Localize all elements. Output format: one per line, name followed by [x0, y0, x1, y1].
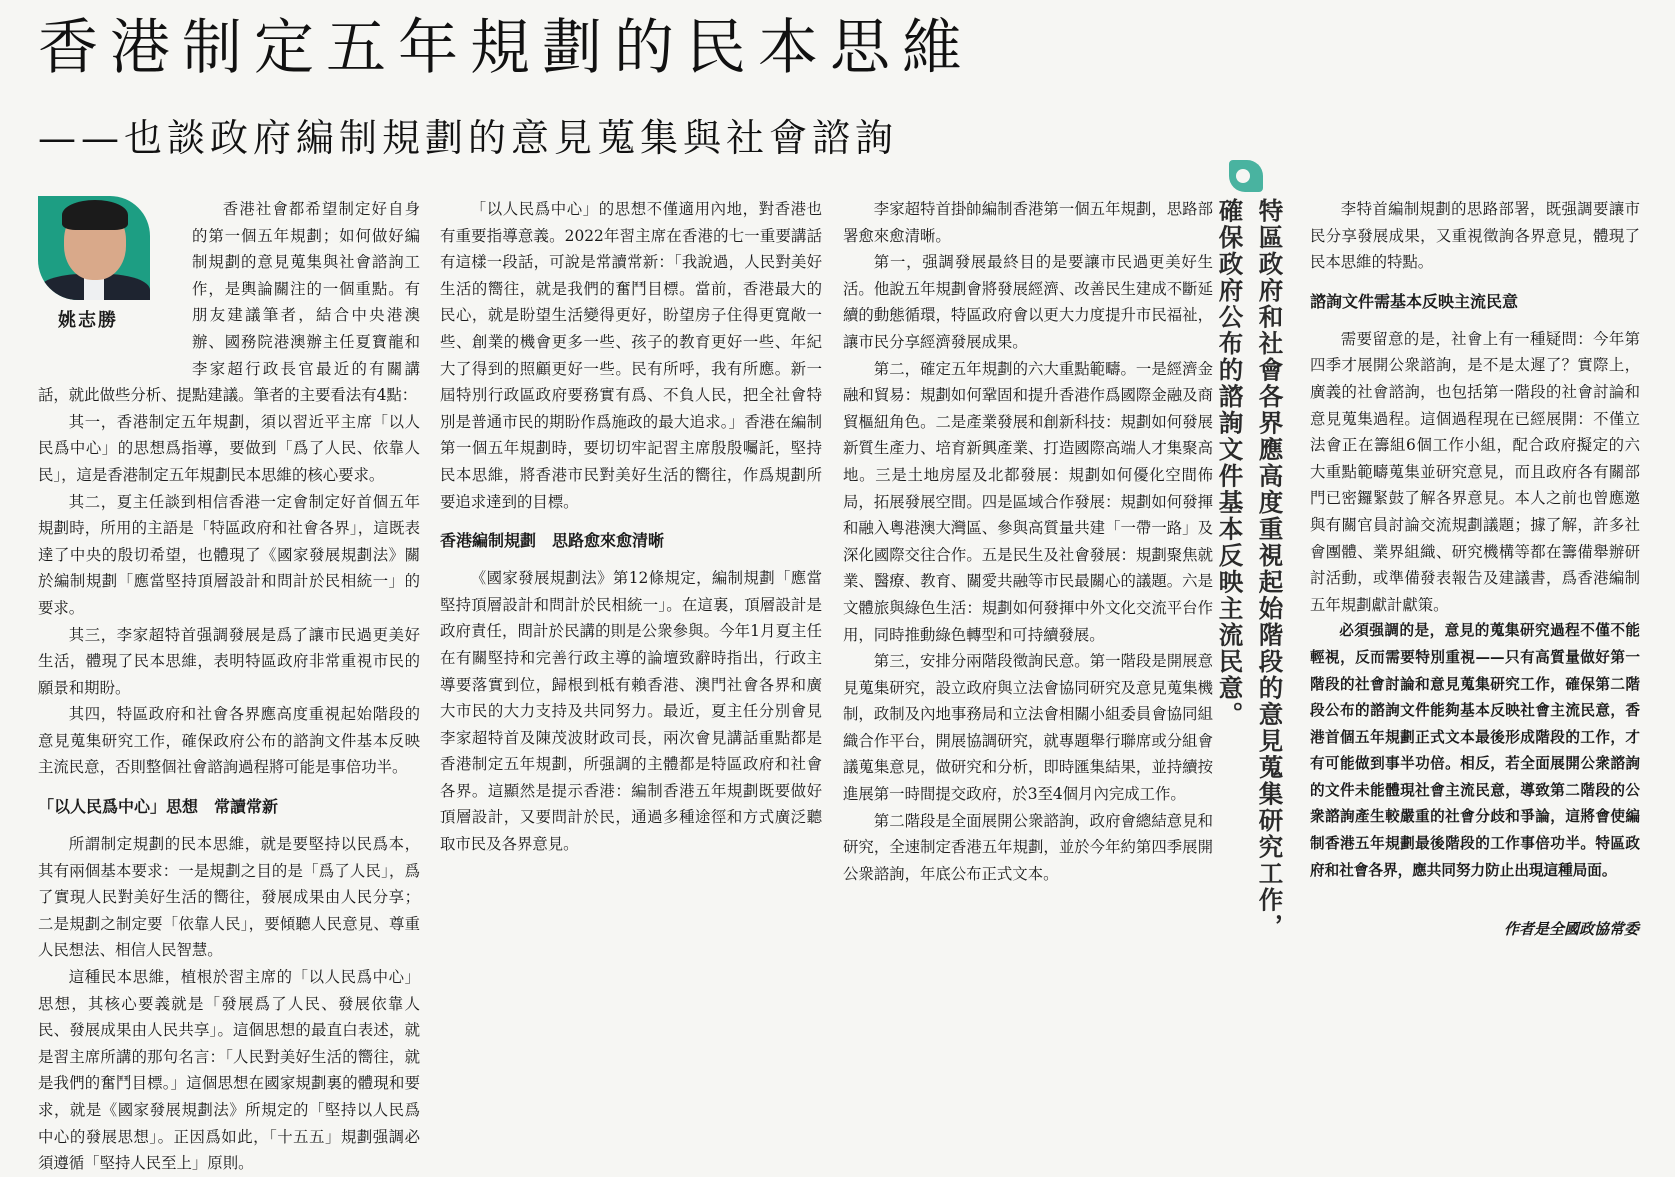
- paragraph: 「以人民爲中心」的思想不僅適用內地，對香港也有重要指導意義。2022年習主席在香港的七一重要講話有這樣一段話，可說是常讀常新：「我說過，人民對美好生活的嚮往，就是我們的奮鬥目標。當前，香港最大的民心，就是盼望生活變得更好，盼望房子住得更寬敞一些、創業的機會更多一些、孩子的教育更好一些、年紀大了得到的照顧更好一些。民有所呼，我有所應。新一屆特別行政區政府要務實有爲、不負人民，把全社會特別是普通市民的期盼作爲施政的最大追求。」香港在編制第一個五年規劃時，要切切牢記習主席殷殷囑託，堅持民本思維，將香港市民對美好生活的嚮往，作爲規劃所要追求達到的目標。: [440, 200, 822, 511]
- author-name: 姚志勝: [58, 310, 118, 331]
- paragraph: 香港社會都希望制定好自身的第一個五年規劃；如何做好編制規劃的意見蒐集與社會諮詢工作，是輿論關注的一個重點。有朋友建議筆者，結合中央港澳辦、國務院港澳辦主任夏寶龍和李家超行政長官最近的有關講話，就此做些分析、提點建議。筆者的主要看法有4點：: [38, 200, 420, 405]
- paragraph: 其四，特區政府和社會各界應高度重視起始階段的意見蒐集研究工作，確保政府公布的諮詢文件基本反映主流民意，否則整個社會諮詢過程將可能是事倍功半。: [38, 705, 420, 777]
- article-column-3: [843, 196, 1213, 887]
- section-heading: 諮詢文件需基本反映主流民意: [1310, 291, 1519, 311]
- article-column-4: [1310, 196, 1640, 884]
- paragraph: 這種民本思維，植根於習主席的「以人民爲中心」思想，其核心要義就是「發展爲了人民、發展依靠人民、發展成果由人民共享」。這個思想的最直白表述，就是習主席所講的那句名言：「人民對美好生活的嚮往，就是我們的奮鬥目標。」這個思想在國家規劃裏的體現和要求，就是《國家發展規劃法》所規定的「堅持以人民爲中心的發展思想」。正因爲如此，「十五五」規劃强調必須遵循「堅持人民至上」原則。: [38, 968, 420, 1173]
- pull-quote: [1205, 160, 1313, 1030]
- quote-mark-icon: [1229, 160, 1263, 192]
- paragraph: 需要留意的是，社會上有一種疑問：今年第四季才展開公衆諮詢，是不是太遲了？實際上，廣義的社會諮詢，也包括第一階段的社會討論和意見蒐集過程。這個過程現在已經展開：不僅立法會正在籌組6個工作小組，配合政府擬定的六大重點範疇蒐集並研究意見，而且政府各有關部門已密鑼緊鼓了解各界意見。本人之前也曾應邀與有關官員討論交流規劃議題；據了解，許多社會團體、業界組織、研究機構等都在籌備舉辦研討活動，或準備發表報告及建議書，爲香港編制五年規劃獻計獻策。: [1310, 329, 1640, 614]
- paragraph: 其二，夏主任談到相信香港一定會制定好首個五年規劃時，所用的主語是「特區政府和社會各界」，這既表達了中央的殷切希望，也體現了《國家發展規劃法》關於編制規劃「應當堅持頂層設計和問計於民相統一」的要求。: [38, 492, 420, 617]
- paragraph: 其三，李家超特首强調發展是爲了讓市民過更美好生活，體現了民本思維，表明特區政府非常重視市民的願景和期盼。: [38, 625, 420, 697]
- paragraph: 第一，强調發展最終目的是要讓市民過更美好生活。他說五年規劃會將發展經濟、改善民生建成不斷延續的動態循環，特區政府會以更大力度提升市民福祉，讓市民分享經濟發展成果。: [843, 253, 1213, 351]
- author-byline: 作者是全國政協常委: [1503, 920, 1639, 938]
- paragraph: 所謂制定規劃的民本思維，就是要堅持以民爲本，其有兩個基本要求：一是規劃之目的是「爲了人民」，爲了實現人民對美好生活的嚮往，發展成果由人民分享；二是規劃之制定要「依靠人民」，要傾聽人民意見、尊重人民想法、相信人民智慧。: [38, 835, 420, 960]
- article-column-2: [440, 196, 822, 858]
- paragraph: 第三，安排分兩階段徵詢民意。第一階段是開展意見蒐集研究，設立政府與立法會協同研究及意見蒐集機制，政制及內地事務局和立法會相關小組委員會協同組織合作平台，開展協調研究，就專題舉行聯席或分組會議蒐集意見，做研究和分析，即時匯集結果，並持續按進展第一時間提交政府，於3至4個月內完成工作。: [843, 652, 1213, 804]
- subheadline: ——也談政府編制規劃的意見蒐集與社會諮詢: [38, 116, 899, 160]
- paragraph: 李特首編制規劃的思路部署，既强調要讓市民分享發展成果，又重視徵詢各界意見，體現了民本思維的特點。: [1310, 200, 1640, 272]
- paragraph: 其一，香港制定五年規劃，須以習近平主席「以人民爲中心」的思想爲指導，要做到「爲了人民、依靠人民」，這是香港制定五年規劃民本思維的核心要求。: [38, 412, 420, 484]
- author-photo: [38, 196, 150, 300]
- paragraph: 《國家發展規劃法》第12條規定，編制規劃「應當堅持頂層設計和問計於民相統一」。在這裏，頂層設計是政府責任，問計於民講的則是公衆參與。今年1月夏主任在有關堅持和完善行政主導的論壇致辭時指出，行政主導要落實到位，歸根到柢有賴香港、澳門社會各界和廣大市民的大力支持及共同努力。最近，夏主任分別會見李家超特首及陳茂波財政司長，兩次會見講話重點都是香港制定五年規劃，所强調的主體都是特區政府和社會各界。這顯然是提示香港：編制香港五年規劃既要做好頂層設計，又要問計於民，通過多種途徑和方式廣泛聽取市民及各界意見。: [440, 569, 822, 854]
- pull-quote-line-1: 特區政府和社會各界應高度重視起始階段的意見蒐集研究工作，: [1255, 198, 1285, 940]
- headline: 香港制定五年規劃的民本思維: [38, 13, 974, 83]
- pull-quote-line-2: 確保政府公布的諮詢文件基本反映主流民意。: [1215, 198, 1245, 728]
- section-heading: 香港編制規劃 思路愈來愈清晰: [440, 531, 665, 551]
- section-heading: 「以人民爲中心」思想 常讀常新: [38, 797, 279, 817]
- paragraph: 李家超特首掛帥編制香港第一個五年規劃，思路部署愈來愈清晰。: [843, 200, 1213, 245]
- paragraph: 第二，確定五年規劃的六大重點範疇。一是經濟金融和貿易：規劃如何鞏固和提升香港作爲國際金融及商貿樞紐角色。二是產業發展和創新科技：規劃如何發展新質生產力、培育新興產業、打造國際高端人才集聚高地。三是土地房屋及北都發展：規劃如何優化空間佈局，拓展發展空間。四是區域合作發展：規劃如何發揮和融入粵港澳大灣區、參與高質量共建「一帶一路」及深化國際交往合作。五是民生及社會發展：規劃聚焦就業、醫療、教育、關愛共融等市民最關心的議題。六是文體旅與綠色生活：規劃如何發揮中外文化交流平台作用，同時推動綠色轉型和可持續發展。: [843, 359, 1213, 644]
- author-block: [38, 196, 178, 364]
- paragraph: 第二階段是全面展開公衆諮詢，政府會總結意見和研究，全速制定香港五年規劃，並於今年約第四季展開公衆諮詢，年底公布正式文本。: [843, 811, 1213, 883]
- emphasis-paragraph: 必須强調的是，意見的蒐集研究過程不僅不能輕視，反而需要特別重視——只有高質量做好第一階段的社會討論和意見蒐集研究工作，確保第二階段公布的諮詢文件能夠基本反映社會主流民意，香港首個五年規劃正式文本最後形成階段的工作，才有可能做到事半功倍。相反，若全面展開公衆諮詢的文件未能體現社會主流民意，導致第二階段的公衆諮詢產生較嚴重的社會分歧和爭論，這將會使編制香港五年規劃最後階段的工作事倍功半。特區政府和社會各界，應共同努力防止出現這種局面。: [1310, 622, 1640, 879]
- article-column-1: [38, 196, 420, 1177]
